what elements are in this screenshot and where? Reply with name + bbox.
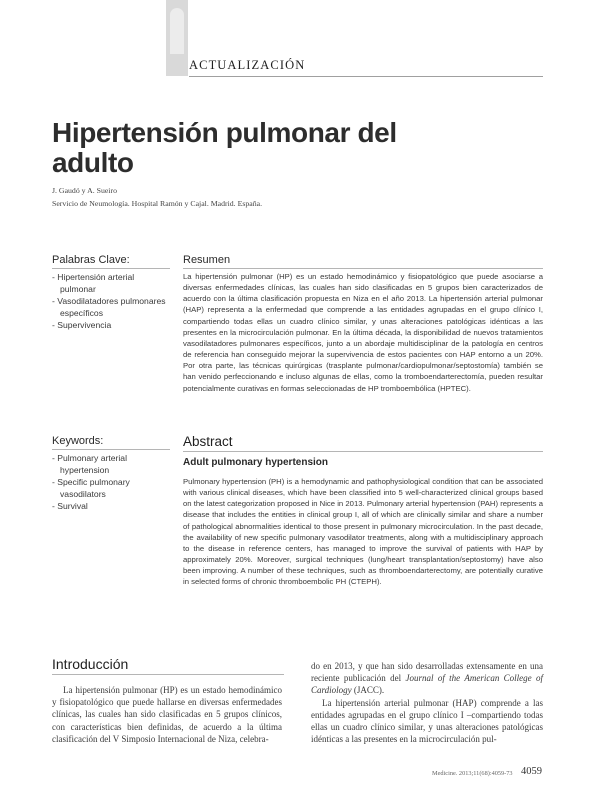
page-number: 4059: [521, 766, 542, 777]
resumen-text: La hipertensión pulmonar (HP) es un estado hemodinámico y fisiopatológico que puede asociarse a diversas enfermedades clínicas, las cuales han sido clasificadas en 5 grupos bien caracterizados de acuerdo con la última clasificación propuesta en Niza en el año 2013. La hipertensión arterial pulmonar (HAP) representa a la enfermedad que comprende a las entidades agrupadas en el grupo clínico I, compartiendo todas ellas un cuadro clínico similar, y unas alteraciones patológicas idénticas a las presentes en la microcirculación pulmonar. En la última década, la disponibilidad de nuevos tratamientos vasodilatadores pulmonares específicos, junto a un abordaje multidisciplinar de la patología en centros de referencia han conseguido mejorar la supervivencia de estos pacientes con HAP entorno a un 20%. Por otra parte, las técnicas quirúrgicas (trasplante pulmonar/cardiopulmonar/septostomía) también se han venido perfeccionando e incluso algunas de ellas, como la tromboendarterectomía, pueden resultar potencialmente curativas en formas seleccionadas de HP tromboembólica (HPTEC).: [183, 272, 543, 393]
article-title: Hipertensión pulmonar del adulto: [52, 117, 397, 178]
introduction-paragraph: La hipertensión arterial pulmonar (HAP) comprende a las entidades agrupadas en el grupo clínico I –compartiendo todas ellas un cuadro clínico similar, y unas alteraciones patológicas idénticas a las presentes en la microcirculación pul-: [311, 697, 543, 745]
journal-logo: [166, 0, 188, 76]
introduction-column-2: [311, 660, 543, 745]
abstract-subtitle: Adult pulmonary hypertension: [183, 457, 329, 468]
keyword-item: - Specific pulmonary vasodilators: [52, 477, 130, 499]
resumen-divider: [183, 268, 543, 269]
keywords-en-list: [52, 452, 168, 512]
keywords-en-divider: [52, 449, 170, 450]
keyword-item: - Supervivencia: [52, 320, 112, 330]
abstract-heading: Abstract: [183, 434, 233, 449]
keywords-es-heading: Palabras Clave:: [52, 254, 130, 266]
keywords-es-divider: [52, 268, 170, 269]
introduction-column-1: [52, 684, 282, 745]
keyword-item: - Pulmonary arterial hypertension: [52, 453, 127, 475]
article-authors: J. Gaudó y A. Sueiro: [52, 186, 117, 195]
keywords-en-heading: Keywords:: [52, 435, 104, 447]
abstract-divider: [183, 451, 543, 452]
section-label: ACTUALIZACIÓN: [189, 58, 306, 72]
journal-name: Journal of the American College of Cardiology: [311, 673, 543, 696]
section-divider: [189, 76, 543, 77]
article-affiliation: Servicio de Neumología. Hospital Ramón y Cajal. Madrid. España.: [52, 199, 263, 208]
resumen-heading: Resumen: [183, 254, 231, 266]
paragraph-text: do en 2013, y que han sido desarrolladas extensamente en una reciente publicación del: [311, 661, 543, 684]
footer-citation: Medicine. 2013;11(68):4059-73: [432, 770, 513, 777]
introduction-paragraph: La hipertensión pulmonar (HP) es un estado hemodinámico y fisiopatológico que puede hallarse en diversas enfermedades clínicas, las cuales han sido clasificadas en 5 grupos clínicos, con características bien definidas, de acuerdo a la última clasificación del V Simposio Internacional de Niza, celebra-: [52, 685, 282, 744]
keyword-item: - Vasodilatadores pulmonares específicos: [52, 296, 166, 318]
abstract-text: Pulmonary hypertension (PH) is a hemodynamic and pathophysiological condition that can be associated with various clinical diseases, which have been classified into 5 well-characterized clinical groups based on the latest categorization proposed in Nice in 2013. Pulmonary arterial hypertension (PAH) represents a disease that includes the entities in clinical group I, all of which are clinically similar and share a number of pathological abnormalities identical to those present in pulmonary microcirculation. In the past decade, the availability of new specific pulmonary vasodilator treatments, along with a multidisciplinary approach to the disease in reference centers, has managed to improve the survival of patients with HAP by approximately 20%. Moreover, surgical techniques (lung/heart transplantation/septostomy) have also been improving. A number of these techniques, such as thromboendarterectomy, are potentially curative in selected forms of chronic thromboembolic PH (CTEPH).: [183, 477, 543, 587]
introduction-divider: [52, 674, 284, 675]
keyword-item: - Survival: [52, 501, 88, 511]
keyword-item: - Hipertensión arterial pulmonar: [52, 272, 135, 294]
paragraph-text: (JACC).: [351, 685, 385, 696]
keywords-es-list: [52, 271, 168, 331]
introduction-heading: Introducción: [52, 656, 129, 672]
introduction-paragraph: [311, 660, 543, 697]
